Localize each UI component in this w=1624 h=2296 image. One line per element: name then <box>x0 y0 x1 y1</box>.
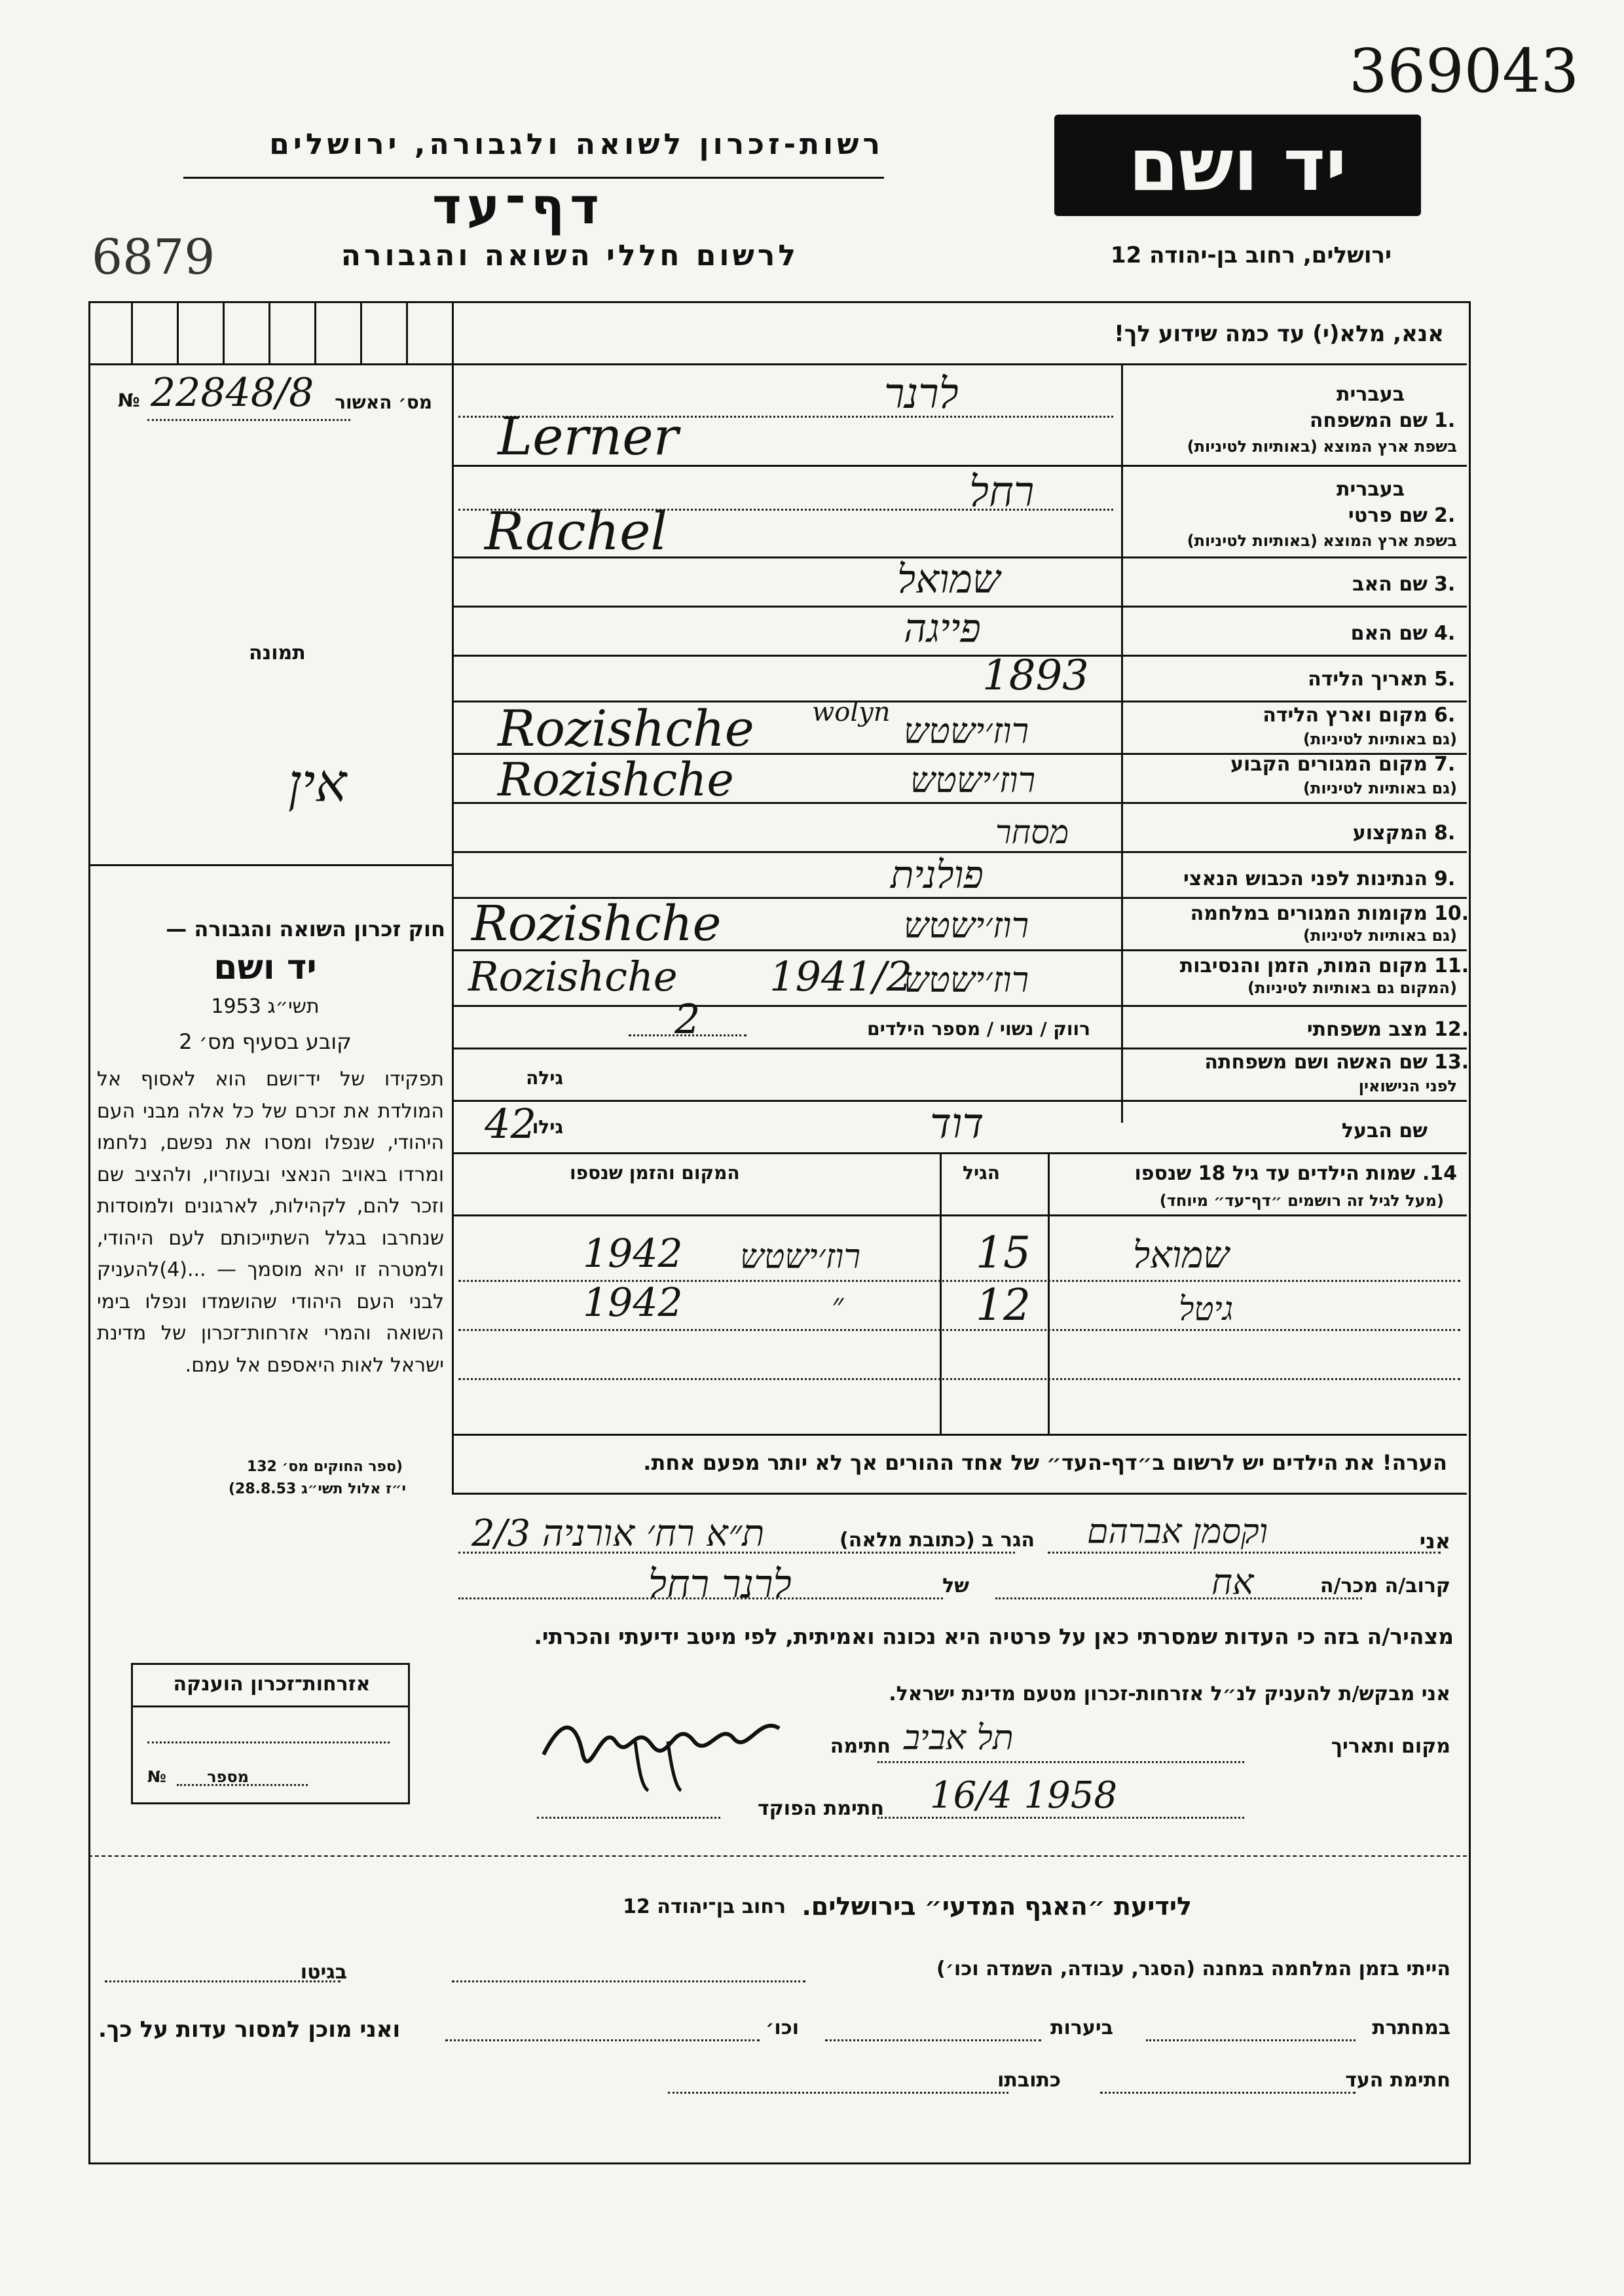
decl-request: אני מבקש/ת להעניק לנ״ל אזרחות-זכרון מטעם מדינת ישראל. <box>889 1683 1450 1705</box>
law-name: יד ושם <box>213 948 317 987</box>
field-6-label: מקום וארץ הלידה <box>1263 704 1428 727</box>
field-1-value-lat: Lerner <box>498 406 678 467</box>
field-13-sub: לפני הנישואין <box>1358 1077 1457 1095</box>
law-text: תפקידו של יד־ושם הוא לאסוף אל המולדת את זכרם של כל אלה מבני העם היהודי, שנפלו ומסרו את נפשם, נלחמו ומרדו באויב הנאצי ובעוזריו, ולהציב שם וזכר להם, לקהילות, לארגונים ולמוסדות שנחרבו בגלל השתייכותם לעם היהודי, ולמטרה זו יהא מוסמך — ...(4)להעניק לבני העם היהודי שהושמדו ונפלו בימי השואה והמרי אזרחות־זכרון של מדינת ישראל לאות היאספם אל עמם. <box>97 1068 444 1377</box>
field-13-label: שם האשה ושם משפחתה <box>1204 1051 1428 1074</box>
photo-note: אין <box>288 753 347 814</box>
child-1-name: שמואל <box>1133 1234 1229 1277</box>
handwritten-ref: 6879 <box>92 229 215 285</box>
decl-date: 16/4 1958 <box>930 1774 1118 1817</box>
authority-line: רשות-זכרון לשואה ולגבורה, ירושלים <box>269 128 884 161</box>
husband-age: 42 <box>485 1100 536 1148</box>
field-2-sub: בשפת ארץ המוצא (באותיות לטיניות) <box>1187 532 1457 550</box>
left-panel-divider <box>452 301 454 1440</box>
field-12-children: 2 <box>674 995 701 1043</box>
field-6-sub: (גם באותיות לטיניות) <box>1303 730 1457 748</box>
field-3-value: שמואל <box>897 556 1001 602</box>
child-1-age: 15 <box>976 1228 1031 1278</box>
child-1-place: רוז׳ישטש <box>740 1237 861 1277</box>
child-2-age: 12 <box>976 1280 1031 1330</box>
decl-of-label: של <box>942 1575 969 1597</box>
child-2-place: ״ <box>832 1286 844 1323</box>
child-2-year: 1942 <box>583 1280 683 1326</box>
field-8-value: מסחר <box>995 813 1069 851</box>
field-6-value-he: רוז׳ישטש <box>904 710 1029 752</box>
footer-line3-b: כתובתו <box>997 2069 1061 2092</box>
footer-title: לידיעת ״האגף המדעי״ בירושלים. <box>802 1892 1192 1921</box>
field-label-divider <box>1121 363 1123 1123</box>
law-clause: קובע בסעיף מס׳ 2 <box>179 1029 352 1054</box>
field-10-num: 10. <box>1434 902 1469 925</box>
field-2-tag: בעברית <box>1337 478 1405 501</box>
field-13-num: 13. <box>1434 1051 1469 1074</box>
decl-resides-label: הגר ב (כתובת מלאה) <box>839 1529 1035 1552</box>
field-1-label: שם המשפחה <box>1309 409 1428 432</box>
place-date-label: מקום ותאריך <box>1331 1735 1450 1758</box>
decl-place: תל אביב <box>904 1719 1014 1758</box>
col-age: הגיל <box>963 1162 1000 1184</box>
footer-line2-b: ביערות <box>1050 2016 1113 2039</box>
footer-divider <box>88 1853 1467 1857</box>
footer-address: רחוב בן־יהודה 12 <box>623 1895 786 1918</box>
officer-label: חתימת הפוקד <box>758 1797 884 1820</box>
citizenship-number-prefix: № <box>147 1768 166 1786</box>
logo-text: יד ושם <box>1128 123 1347 207</box>
address-line: ירושלים, רחוב בן-יהודה 12 <box>1110 242 1392 268</box>
field-1-num: 1. <box>1434 409 1456 432</box>
citizenship-box-title: אזרחות־זכרון הוענקה <box>173 1673 371 1696</box>
decl-name: וקסמן אברהם <box>1087 1512 1268 1552</box>
field-11-num: 11. <box>1434 955 1469 977</box>
field-4-label: שם האם <box>1350 622 1428 645</box>
field-11-value-he: רוז׳ישטש <box>904 959 1029 1000</box>
photo-label: תמונה <box>249 642 306 665</box>
form-subtitle: לרשום חללי השואה והגבורה <box>341 239 799 272</box>
field-13-age-label: גילה <box>526 1067 563 1089</box>
child-1-year: 1942 <box>583 1231 683 1277</box>
decl-of-name: לרנר רחל <box>648 1561 792 1607</box>
field-1-value-he: לרנר <box>884 370 959 418</box>
field-4-value: פייגה <box>904 606 981 651</box>
form-title: דף־עד <box>432 177 604 235</box>
field-9-value: פולנית <box>891 852 984 897</box>
field-5-num: 5. <box>1434 668 1456 691</box>
field-6-value-lat: Rozishche <box>498 699 754 757</box>
approval-prefix: № <box>118 390 140 411</box>
field-9-label: הנתינות לפני הכבוש הנאצי <box>1183 867 1428 890</box>
decl-relation: אח <box>1211 1561 1254 1603</box>
children-title: 14. שמות הילדים עד גיל 18 שנספו <box>1134 1162 1457 1185</box>
field-8-label: המקצוע <box>1352 822 1428 845</box>
field-6-value-extra: wolyn <box>812 697 891 727</box>
footer-line2-c: וכו׳ <box>766 2016 799 2039</box>
law-year: תשי״ג 1953 <box>211 995 320 1018</box>
field-7-label: מקום המגורים הקבוע <box>1230 753 1428 776</box>
field-11-label: מקום המות, הזמן והנסיבות <box>1179 955 1428 977</box>
footer-line2-d: ואני מוכן למסור עדות על כך. <box>98 2016 401 2043</box>
husband-age-label: גילו <box>532 1116 563 1138</box>
field-9-num: 9. <box>1434 867 1456 890</box>
field-11-sub: (המקום גם באותיות לטיניות) <box>1247 979 1457 997</box>
footer-line2-a: במחתרת <box>1372 2016 1450 2039</box>
field-5-label: תאריך הלידה <box>1308 668 1428 691</box>
field-2-num: 2. <box>1434 504 1456 527</box>
gazette: (ספר החוקים מס׳ 132 <box>246 1459 403 1475</box>
instruction: אנא, מלא(י) עד כמה שידוע לך! <box>1114 321 1444 347</box>
field-10-value-lat: Rozishche <box>471 896 722 952</box>
decl-address: ת״א רח׳ אורניה 2/3 <box>471 1512 765 1555</box>
field-10-sub: (גם באותיות לטיניות) <box>1303 926 1457 945</box>
footer-line1-a: הייתי בזמן המלחמה במחנה (הסגר, עבודה, השמדה וכו׳) <box>936 1958 1450 1980</box>
field-5-value: 1893 <box>982 651 1089 700</box>
children-title-sub: (מעל לגיל זה רושמים ״דף־עד״ מיוחד) <box>1159 1192 1444 1210</box>
approval-number: 22848/8 <box>151 370 314 416</box>
husband-value: דוד <box>930 1100 984 1148</box>
field-2-value-he: רחל <box>969 468 1035 517</box>
doc-number: 369043 <box>1349 36 1579 106</box>
field-12-num: 12. <box>1434 1018 1469 1041</box>
field-10-label: מקומות המגורים במלחמה <box>1190 902 1428 925</box>
field-7-sub: (גם באותיות לטיניות) <box>1303 779 1457 797</box>
law-title: חוק זכרון השואה והגבורה — <box>166 917 445 941</box>
field-1-sub: בשפת ארץ המוצא (באותיות לטיניות) <box>1187 437 1457 456</box>
field-12-inline: רווק / נשוי / מספר הילדים <box>867 1018 1090 1040</box>
field-12-label: מצב משפחתי <box>1306 1018 1428 1041</box>
field-11-value-lat: Rozishche <box>468 953 678 1000</box>
field-2-label: שם פרטי <box>1348 504 1428 527</box>
field-3-label: שם האב <box>1352 573 1428 596</box>
gazette-date: י״ז אלול תשי״ג 28.8.53) <box>228 1481 406 1497</box>
field-6-num: 6. <box>1434 704 1456 727</box>
col-place: המקום והזמן שנספו <box>570 1162 740 1184</box>
field-2-value-lat: Rachel <box>485 501 668 562</box>
field-11-value-year: 1941/2 <box>769 953 913 1000</box>
decl-statement: מצהיר/ה בזה כי העדות שמסרתי כאן על פרטיה היא נכונה ואמיתית, לפי מיטב ידיעתי והכרתי. <box>534 1624 1454 1649</box>
field-4-num: 4. <box>1434 622 1456 645</box>
field-10-value-he: רוז׳ישטש <box>904 905 1029 946</box>
field-1-tag: בעברית <box>1337 383 1405 406</box>
decl-i-label: אני <box>1419 1529 1450 1554</box>
field-8-num: 8. <box>1434 822 1456 845</box>
husband-label: שם הבעל <box>1341 1120 1428 1142</box>
signature-label: חתימה <box>830 1735 891 1758</box>
field-3-num: 3. <box>1434 573 1456 596</box>
logo <box>1054 115 1421 216</box>
approval-label: מס׳ האשור <box>335 392 432 413</box>
field-7-value-lat: Rozishche <box>498 753 734 807</box>
child-2-name: גיטל <box>1179 1290 1234 1328</box>
citizenship-number-label: מספר <box>207 1768 249 1786</box>
signature <box>537 1696 786 1794</box>
field-7-value-he: רוז׳ישטש <box>910 759 1036 801</box>
footer-line3-a: חתימת העד <box>1345 2069 1450 2092</box>
footer-line1-b: בגיטו <box>300 1961 347 1984</box>
note: הערה! את הילדים יש לרשום ב״דף-העד״ של אחד ההורים אך לא יותר מפעם אחת. <box>643 1450 1447 1475</box>
decl-relation-label: קרוב/ה מכר/ה <box>1320 1575 1450 1597</box>
field-7-num: 7. <box>1434 753 1456 776</box>
